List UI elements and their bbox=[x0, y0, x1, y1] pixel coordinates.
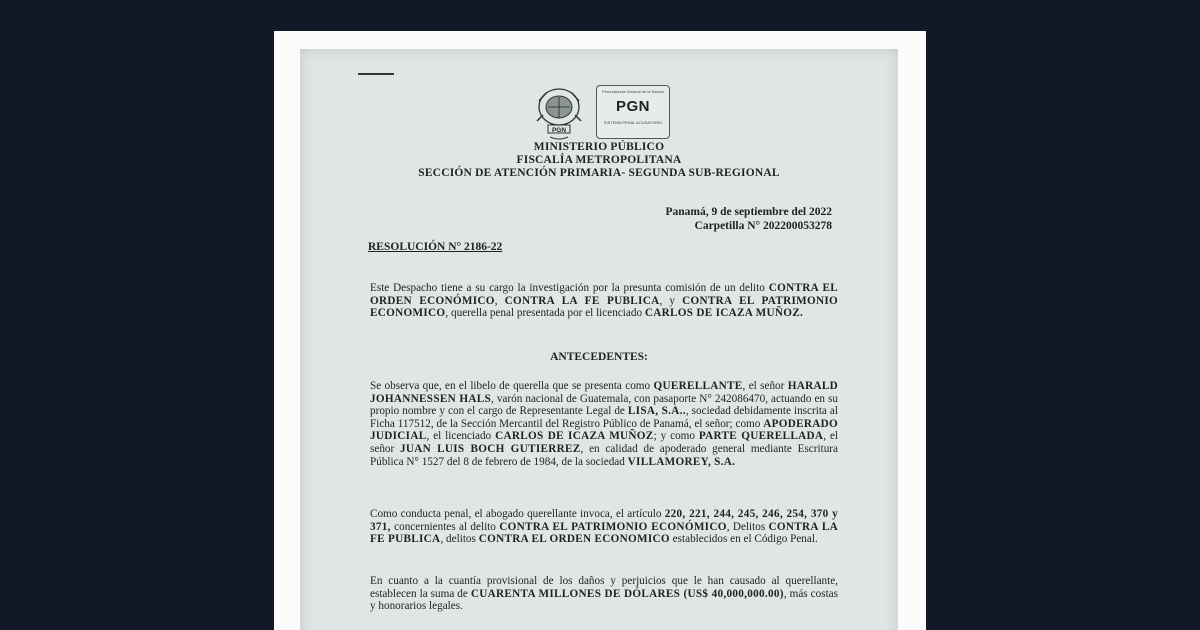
pgn-badge-top-text: Procuraduría General de la Nación bbox=[602, 89, 664, 94]
paragraph-intro: Este Despacho tiene a su cargo la investigación por la presunta comisión de un delito CONTRA EL ORDEN ECONÓMICO, CONTRA LA FE PUBLICA, y CONTRA EL PATRIMONIO ECONOMICO, querella penal presentada por el licenciado CARLOS DE ICAZA MUÑOZ. bbox=[370, 282, 839, 320]
pgn-badge-bottom-text: SISTEMA PENAL ACUSATORIO bbox=[603, 120, 663, 125]
header-fiscalia: FISCALÍA METROPOLITANA bbox=[516, 154, 682, 166]
header-ministerio: MINISTERIO PÚBLICO bbox=[533, 141, 665, 153]
carpetilla-number: Carpetilla N° 202200053278 bbox=[694, 220, 832, 232]
paragraph-antecedentes: Se observa que, en el libelo de querella que se presenta como QUERELLANTE, el señor HARALD JOHANNESSEN HALS, varón nacional de Guatemala, con pasaporte N° 242086470, actuando en su propio nombre y con el cargo de Representante Legal de LISA, S.A.., sociedad debidamente inscrita al Ficha 117512, de la Sección Mercantil del Registro Público de Panamá, el señor; como APODERADO JUDICIAL, el licenciado CARLOS DE ICAZA MUÑOZ; y como PARTE QUERELLADA, el señor JUAN LUIS BOCH GUTIERREZ, en calidad de apoderado general mediante Escritura Pública N° 1527 del 8 de febrero de 1984, de la sociedad VILLAMOREY, S.A. bbox=[370, 380, 839, 468]
coat-of-arms-seal-icon bbox=[534, 85, 584, 141]
date-line: Panamá, 9 de septiembre del 2022 bbox=[665, 206, 832, 218]
resolution-number: RESOLUCIÓN N° 2186-22 bbox=[368, 241, 503, 253]
pgn-badge-main-text: PGN bbox=[615, 98, 650, 115]
paragraph-conducta-penal: Como conducta penal, el abogado querellante invoca, el artículo 220, 221, 244, 245, 246, 254, 370 y 371, concernientes al delito CONTRA EL PATRIMONIO ECONÓMICO, Delitos CONTRA LA FE PUBLICA, delitos CONTRA EL ORDEN ECONOMICO establecidos en el Código Penal. bbox=[370, 508, 839, 546]
photo-frame bbox=[274, 31, 926, 630]
pgn-badge-logo bbox=[596, 85, 670, 139]
antecedentes-heading: ANTECEDENTES: bbox=[550, 351, 648, 363]
header-seccion: SECCIÓN DE ATENCIÓN PRIMARIA- SEGUNDA SUB-REGIONAL bbox=[418, 167, 780, 179]
paragraph-cuantia: En cuanto a la cuantía provisional de los daños y perjuicios que le han causado al querellante, establecen la suma de CUARENTA MILLONES DE DÓLARES (US$ 40,000,000.00), más costas y honorarios legales. bbox=[370, 575, 838, 613]
corner-mark bbox=[358, 73, 394, 75]
document-page bbox=[300, 49, 898, 630]
seal-label: PGN bbox=[551, 127, 567, 134]
